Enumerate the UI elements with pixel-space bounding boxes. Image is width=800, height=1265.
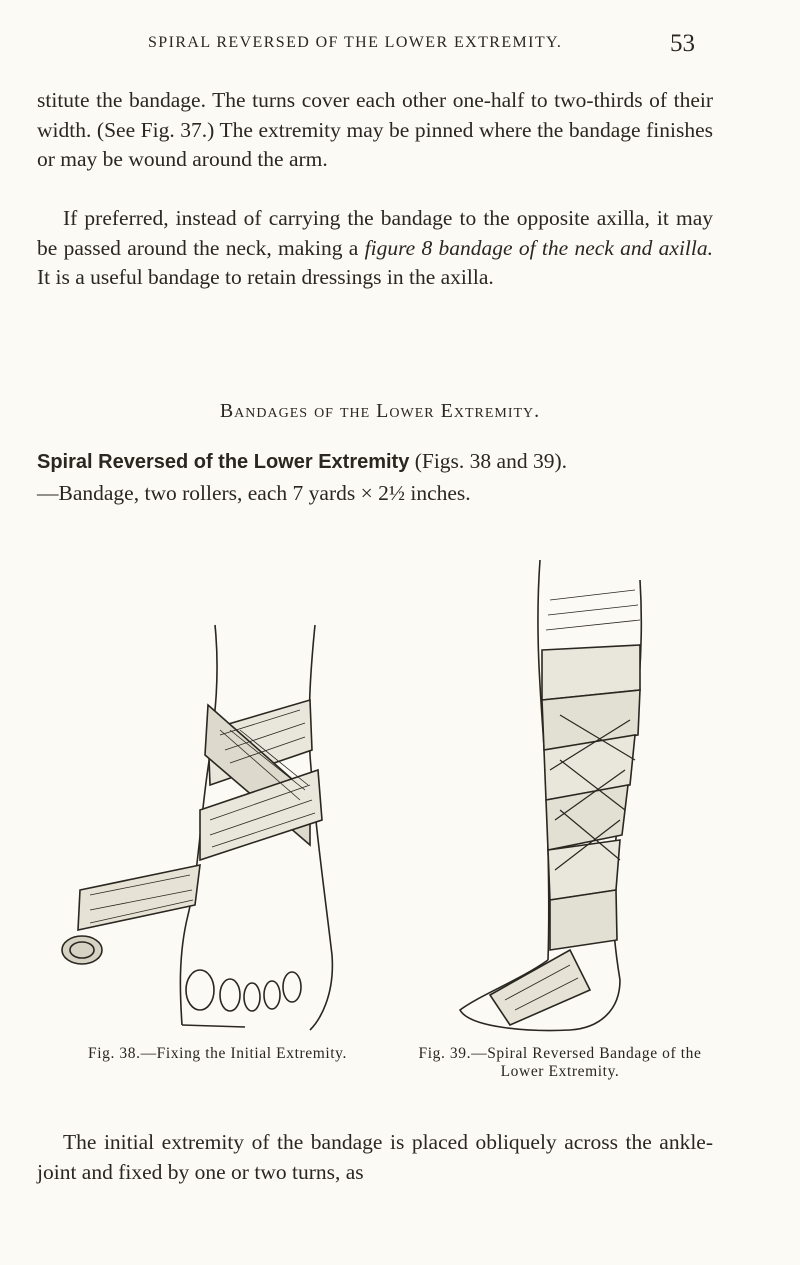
paragraph-text: It is a useful bandage to retain dressings in the axilla. [37, 265, 494, 289]
materials-text: —Bandage, two rollers, each 7 yards × 2½ inches. [37, 481, 471, 505]
section-heading: Bandages of the Lower Extremity. [219, 400, 541, 422]
running-title: SPIRAL REVERSED OF THE LOWER EXTREMITY. [148, 34, 563, 51]
page-number: 53 [670, 30, 695, 57]
figs-reference: (Figs. 38 and 39). [409, 449, 568, 473]
figure-38-caption: Fig. 38.—Fixing the Initial Extremity. [87, 1045, 348, 1062]
paragraph-continuation: stitute the bandage. The turns cover each other one-half to two-thirds of their width. (See Fig. 37.) The extremity may be pinned where the bandage finishes or may be wound around the arm. [37, 88, 713, 171]
subsection-title: Spiral Reversed of the Lower Extremity [37, 451, 410, 473]
figure-39-caption: Fig. 39.—Spiral Reversed Bandage of the Lower Extremity. [418, 1045, 702, 1080]
emphasis-figure-8: figure 8 bandage of the neck and axilla. [364, 235, 714, 260]
figure-39-leg-illustration [420, 540, 710, 1040]
paragraph-initial-extremity: The initial extremity of the bandage is placed obliquely across the ankle-joint and fixed by one or two turns, as [37, 1130, 713, 1184]
subsection-heading [37, 446, 727, 509]
paragraph-figure-8 [37, 204, 713, 293]
paragraph-text: If preferred, instead of carrying the bandage to the opposite axilla, it may be passed around the neck, making a [37, 206, 713, 260]
figure-38-foot-illustration [60, 595, 390, 1040]
